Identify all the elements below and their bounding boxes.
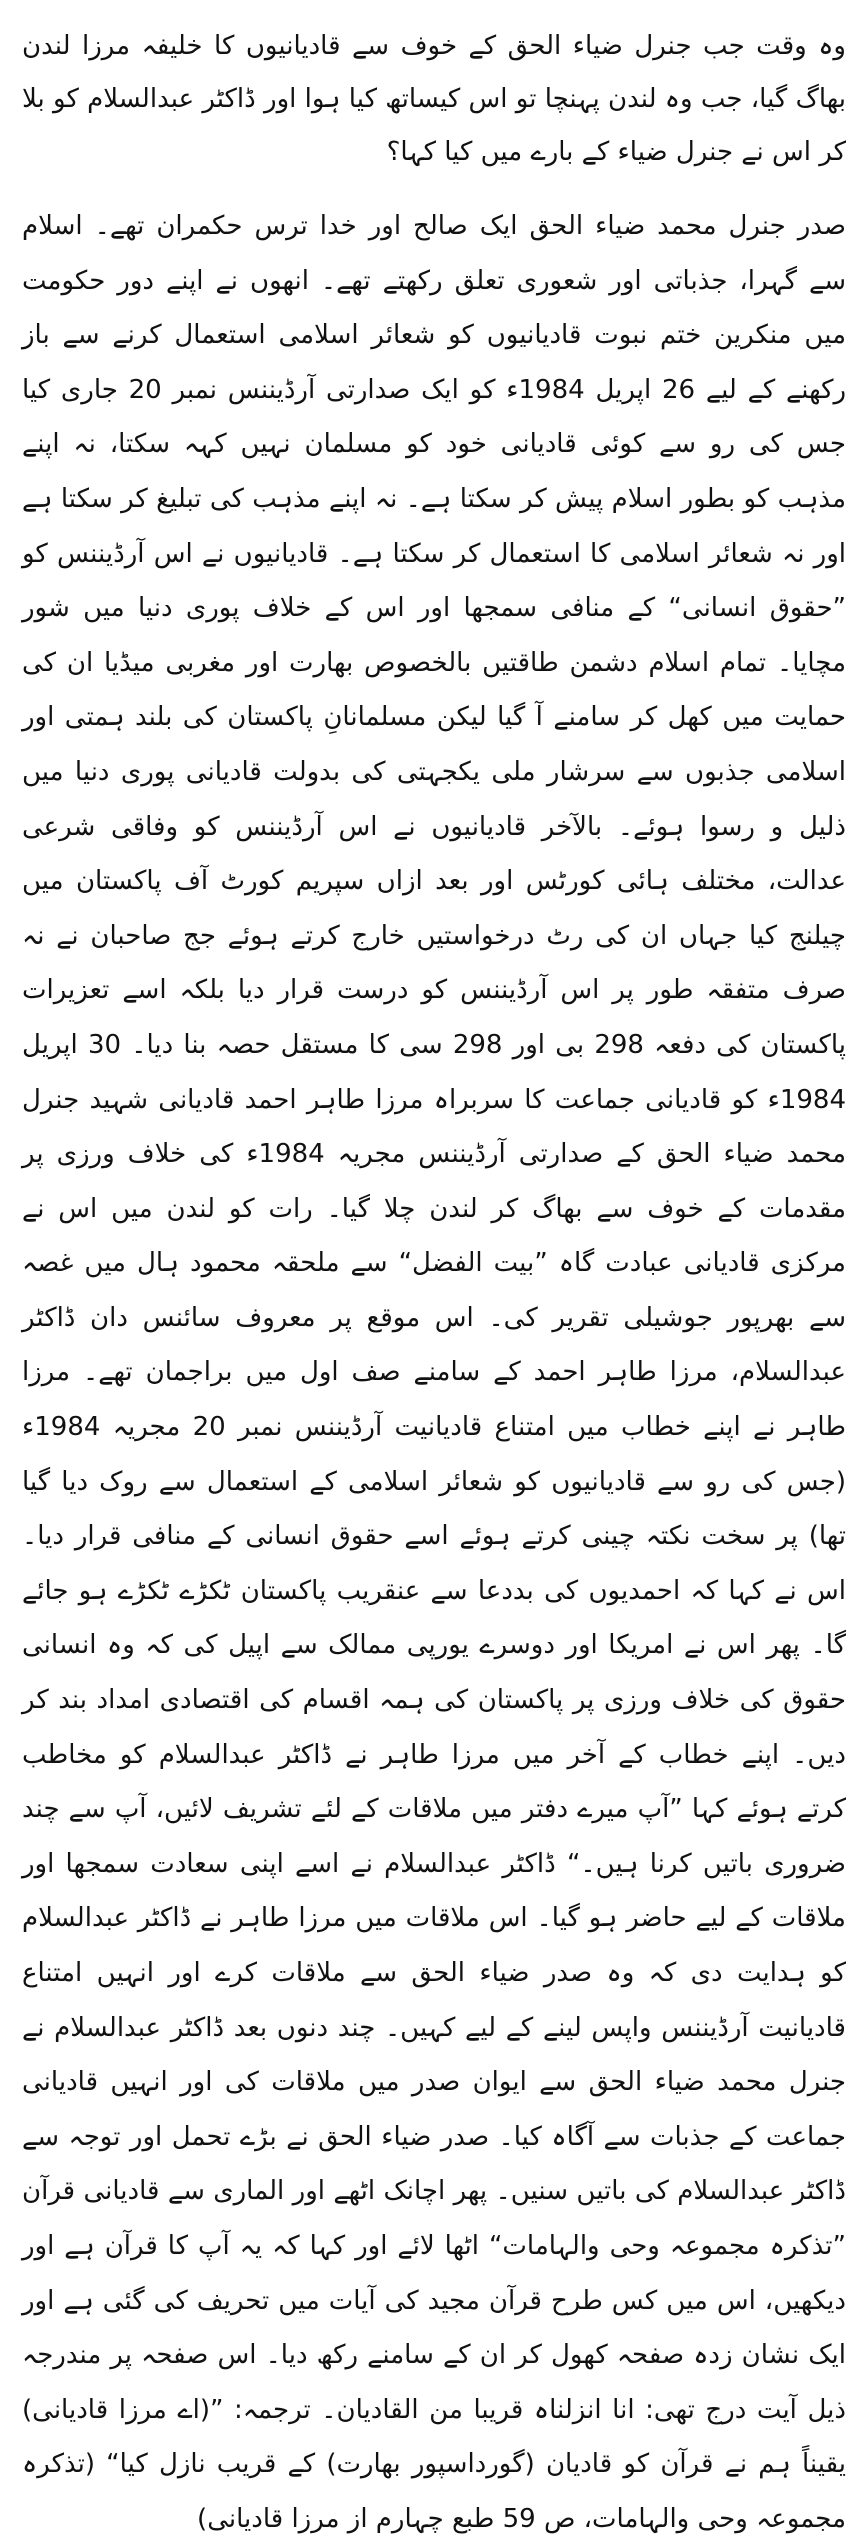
article-question: وہ وقت جب جنرل ضیاء الحق کے خوف سے قادیانیوں کا خلیفہ مرزا لندن بھاگ گیا، جب وہ لندن پہنچا تو اس کیساتھ کیا ہوا اور ڈاکٹر عبدالسلام کو بلا کر اس نے جنرل ضیاء کے بارے میں کیا کہا؟	[22, 31, 846, 167]
article-body: صدر جنرل محمد ضیاء الحق ایک صالح اور خدا ترس حکمران تھے۔ اسلام سے گہرا، جذباتی اور شعوری تعلق رکھتے تھے۔ انھوں نے اپنے دور حکومت میں منکرین ختم نبوت قادیانیوں کو شعائر اسلامی استعمال کرنے سے باز رکھنے کے لیے 26 اپریل 1984ء کو ایک صدارتی آرڈیننس نمبر 20 جاری کیا جس کی رو سے کوئی قادیانی خود کو مسلمان نہیں کہہ سکتا، نہ اپنے مذہب کو بطور اسلام پیش کر سکتا ہے۔ نہ اپنے مذہب کی تبلیغ کر سکتا ہے اور نہ شعائر اسلامی کا استعمال کر سکتا ہے۔ قادیانیوں نے اس آرڈیننس کو ”حقوق انسانی“ کے منافی سمجھا اور اس کے خلاف پوری دنیا میں شور مچایا۔ تمام اسلام دشمن طاقتیں بالخصوص بھارت اور مغربی میڈیا ان کی حمایت میں کھل کر سامنے آ گیا لیکن مسلمانانِ پاکستان کی بلند ہمتی اور اسلامی جذبوں سے سرشار ملی یکجہتی کی بدولت قادیانی پوری دنیا میں ذلیل و رسوا ہوئے۔ بالآخر قادیانیوں نے اس آرڈیننس کو وفاقی شرعی عدالت، مختلف ہائی کورٹس اور بعد ازاں سپریم کورٹ آف پاکستان میں چیلنج کیا جہاں ان کی رٹ درخواستیں خارج کرتے ہوئے جج صاحبان نے نہ صرف متفقہ طور پر اس آرڈیننس کو درست قرار دیا بلکہ اسے تعزیرات پاکستان کی دفعہ 298 بی اور 298 سی کا مستقل حصہ بنا دیا۔ 30 اپریل 1984ء کو قادیانی جماعت کا سربراہ مرزا طاہر احمد قادیانی شہید جنرل محمد ضیاء الحق کے صدارتی آرڈیننس مجریہ 1984ء کی خلاف ورزی پر مقدمات کے خوف سے بھاگ کر لندن چلا گیا۔ رات کو لندن میں اس نے مرکزی قادیانی عبادت گاہ ”بیت الفضل“ سے ملحقہ محمود ہال میں غصہ سے بھرپور جوشیلی تقریر کی۔ اس موقع پر معروف سائنس دان ڈاکٹر عبدالسلام، مرزا طاہر احمد کے سامنے صف اول میں براجمان تھے۔ مرزا طاہر نے اپنے خطاب میں امتناع قادیانیت آرڈیننس نمبر 20 مجریہ 1984ء (جس کی رو سے قادیانیوں کو شعائر اسلامی کے استعمال سے روک دیا گیا تھا) پر سخت نکتہ چینی کرتے ہوئے اسے حقوق انسانی کے منافی قرار دیا۔ اس نے کہا کہ احمدیوں کی بددعا سے عنقریب پاکستان ٹکڑے ٹکڑے ہو جائے گا۔ پھر اس نے امریکا اور دوسرے یورپی ممالک سے اپیل کی کہ وہ انسانی حقوق کی خلاف ورزی پر پاکستان کی ہمہ اقسام کی اقتصادی امداد بند کر دیں۔ اپنے خطاب کے آخر میں مرزا طاہر نے ڈاکٹر عبدالسلام کو مخاطب کرتے ہوئے کہا ”آپ میرے دفتر میں ملاقات کے لئے تشریف لائیں، آپ سے چند ضروری باتیں کرنا ہیں۔“ ڈاکٹر عبدالسلام نے اسے اپنی سعادت سمجھا اور ملاقات کے لیے حاضر ہو گیا۔ اس ملاقات میں مرزا طاہر نے ڈاکٹر عبدالسلام کو ہدایت دی کہ وہ صدر ضیاء الحق سے ملاقات کرے اور انہیں امتناع قادیانیت آرڈیننس واپس لینے کے لیے کہیں۔ چند دنوں بعد ڈاکٹر عبدالسلام نے جنرل محمد ضیاء الحق سے ایوان صدر میں ملاقات کی اور انہیں قادیانی جماعت کے جذبات سے آگاہ کیا۔ صدر ضیاء الحق نے بڑے تحمل اور توجہ سے ڈاکٹر عبدالسلام کی باتیں سنیں۔ پھر اچانک اٹھے اور الماری سے قادیانی قرآن ”تذکرہ مجموعہ وحی والہامات“ اٹھا لائے اور کہا کہ یہ آپ کا قرآن ہے اور دیکھیں، اس میں کس طرح قرآن مجید کی آیات میں تحریف کی گئی ہے اور ایک نشان زدہ صفحہ کھول کر ان کے سامنے رکھ دیا۔ اس صفحہ پر مندرجہ ذیل آیت درج تھی: انا انزلناہ قریبا من القادیان۔ ترجمہ: ”(اے مرزا قادیانی) یقیناً ہم نے قرآن کو قادیان (گورداسپور بھارت) کے قریب نازل کیا“ (تذکرہ مجموعہ وحی والہامات، ص 59 طبع چہارم از مرزا قادیانی)	[22, 211, 847, 2534]
